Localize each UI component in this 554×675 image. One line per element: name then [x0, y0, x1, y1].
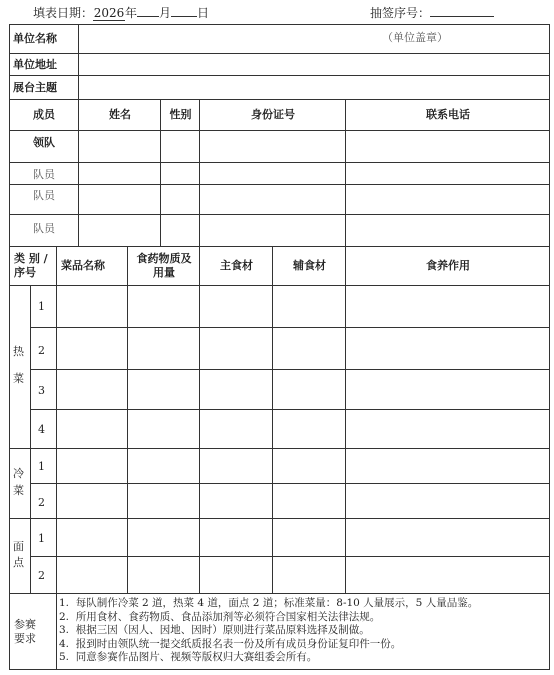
cold-dish-label-2: 菜	[13, 484, 24, 497]
leader-label: 领队	[33, 136, 55, 149]
unit-address-label: 单位地址	[13, 58, 57, 71]
stamp-hint: （单位盖章）	[382, 31, 448, 44]
col-aux-ingredient: 辅食材	[293, 259, 326, 272]
pastry-row-number-2: 2	[38, 569, 45, 582]
draw-label: 抽签序号：	[370, 6, 431, 20]
col-category-line1: 类 别 /	[14, 252, 48, 265]
requirement-item: 1. 每队制作冷菜 2 道，热菜 4 道，面点 2 道；标准菜量：8-10 人量展示，5 人量品鉴。	[59, 597, 479, 609]
requirement-item: 2. 所用食材、食药物质、食品添加剂等必须符合国家相关法律法规。	[59, 610, 381, 623]
requirement-item: 3. 根据三因（因人、因地、因时）原则进行菜品原料选择及制做。	[59, 624, 370, 637]
member-label-3: 队员	[33, 222, 55, 235]
col-phone: 联系电话	[426, 108, 470, 121]
col-dish-name: 菜品名称	[61, 259, 105, 272]
date-label: 填表日期：	[33, 6, 94, 20]
unit-name-label: 单位名称	[13, 32, 57, 45]
col-id-number: 身份证号	[251, 108, 295, 121]
col-medicinal-line2: 用量	[153, 266, 175, 279]
hot-row-number-3: 3	[38, 384, 45, 397]
requirements-label-1: 参赛	[14, 618, 36, 631]
year-field: 2026	[93, 6, 125, 20]
hot-row-number-2: 2	[38, 344, 45, 357]
col-medicinal-line1: 食药物质及	[136, 252, 192, 265]
col-nutrition-effect: 食养作用	[426, 259, 470, 272]
pastry-label-2: 点	[13, 556, 24, 569]
table-border	[10, 25, 550, 670]
hot-row-number-1: 1	[38, 300, 45, 313]
year-char: 年	[125, 6, 138, 20]
cold-row-number-1: 1	[38, 460, 45, 473]
member-label-1: 队员	[33, 168, 55, 181]
hot-dish-label-1: 热	[13, 345, 24, 358]
cold-row-number-2: 2	[38, 496, 45, 509]
col-main-ingredient: 主食材	[220, 259, 253, 272]
day-char: 日	[197, 6, 210, 20]
requirements-label-2: 要求	[14, 632, 36, 645]
col-category-line2: 序号	[14, 266, 36, 279]
requirement-item: 4. 报到时由领队统一提交纸质报名表一份及所有成员身份证复印件一份。	[59, 637, 402, 650]
hot-dish-label-2: 菜	[13, 372, 24, 385]
member-label-2: 队员	[33, 189, 55, 202]
month-char: 月	[159, 6, 172, 20]
hot-row-number-4: 4	[38, 423, 45, 436]
requirement-item: 5. 同意参赛作品图片、视频等版权归大赛组委会所有。	[59, 651, 318, 664]
col-name: 姓名	[109, 108, 131, 121]
col-gender: 性别	[169, 108, 192, 121]
requirements-list	[59, 597, 478, 665]
pastry-row-number-1: 1	[38, 532, 45, 545]
pastry-label-1: 面	[13, 540, 24, 553]
booth-theme-label: 展台主题	[13, 81, 57, 94]
col-member: 成员	[33, 108, 55, 121]
cold-dish-label-1: 冷	[13, 467, 24, 480]
